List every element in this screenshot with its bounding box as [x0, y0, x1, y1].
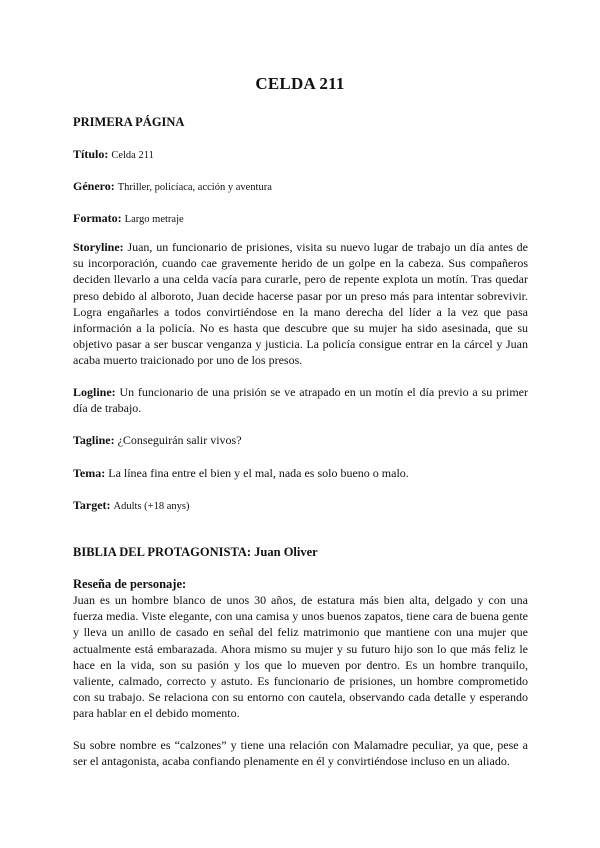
field-logline — [73, 384, 528, 416]
field-value: Juan, un funcionario de prisiones, visita su nuevo lugar de trabajo un día antes de su incorporación, cuando cae gravemente herido de un golpe en la cabeza. Sus compañeros deciden llevarlo a una celda vacía para curarle, pero de repente explota un motín. Tras quedar preso debido al alboroto, Juan decide hacerse pasar por un preso más para intentar sobrevivir. Logra engañarles a todos convirtiéndose en la mano derecha del líder a la vez que pasa información a la policía. No es hasta que descubre que su mujer ha sido asesinada, que su objetivo pasar a ser buscar venganza y justicia. La policía consigue entrar en la cárcel y Juan acaba muerto traicionado por uno de los presos. — [73, 240, 528, 368]
field-storyline — [73, 239, 528, 369]
field-label: Género: — [73, 179, 115, 193]
field-label: Tema: — [73, 466, 106, 480]
field-label: Target: — [73, 498, 111, 512]
bible-heading: BIBLIA DEL PROTAGONISTA: Juan Oliver — [73, 545, 318, 559]
field-value: Thriller, policíaca, acción y aventura — [117, 182, 272, 193]
first-page-heading: PRIMERA PÁGINA — [73, 115, 185, 129]
character-paragraph-2: Su sobre nombre es “calzones” y tiene una relación con Malamadre peculiar, ya que, pese a ser el antagonista, acaba confiando plenamente en él y convirtiéndose incluso en un aliado. — [73, 738, 528, 769]
document-title: CELDA 211 — [255, 74, 345, 93]
field-tema — [73, 465, 528, 481]
field-target — [73, 497, 528, 515]
field-label: Título: — [73, 147, 109, 161]
field-value: Largo metraje — [124, 214, 184, 225]
field-value: Celda 211 — [111, 150, 154, 161]
character-paragraph-1: Juan es un hombre blanco de unos 30 años, de estatura más bien alta, delgado y con una fuerza media. Viste elegante, con una camisa y unos buenos zapatos, tiene cara de buena gente y lleva un anillo de casado en señal del feliz matrimonio que mantiene con una mujer que actualmente está embarazada. Ahora mismo su mujer y su futuro hijo son lo que más feliz le hace en la vida, son su pasión y los que lo mueven por dentro. Es un hombre tranquilo, valiente, calmado, correcto y astuto. Es funcionario de prisiones, un hombre comprometido con su trabajo. Se relaciona con su entorno con cautela, observando cada detalle y esperando para hablar en el debido momento. — [73, 593, 528, 721]
field-titulo — [73, 146, 528, 164]
character-heading: Reseña de personaje: — [73, 577, 187, 591]
field-tagline — [73, 432, 528, 448]
field-value: Un funcionario de una prisión se ve atrapado en un motín el día previo a su primer día de trabajo. — [73, 385, 528, 416]
field-genero — [73, 178, 528, 196]
field-label: Formato: — [73, 211, 122, 225]
field-value: Adults (+18 anys) — [113, 501, 190, 512]
field-label: Storyline: — [73, 240, 124, 254]
field-formato — [73, 210, 528, 228]
field-value: La línea fina entre el bien y el mal, nada es solo bueno o malo. — [108, 466, 409, 480]
field-value: ¿Conseguirán salir vivos? — [117, 433, 242, 447]
field-label: Logline: — [73, 385, 116, 399]
field-label: Tagline: — [73, 433, 115, 447]
